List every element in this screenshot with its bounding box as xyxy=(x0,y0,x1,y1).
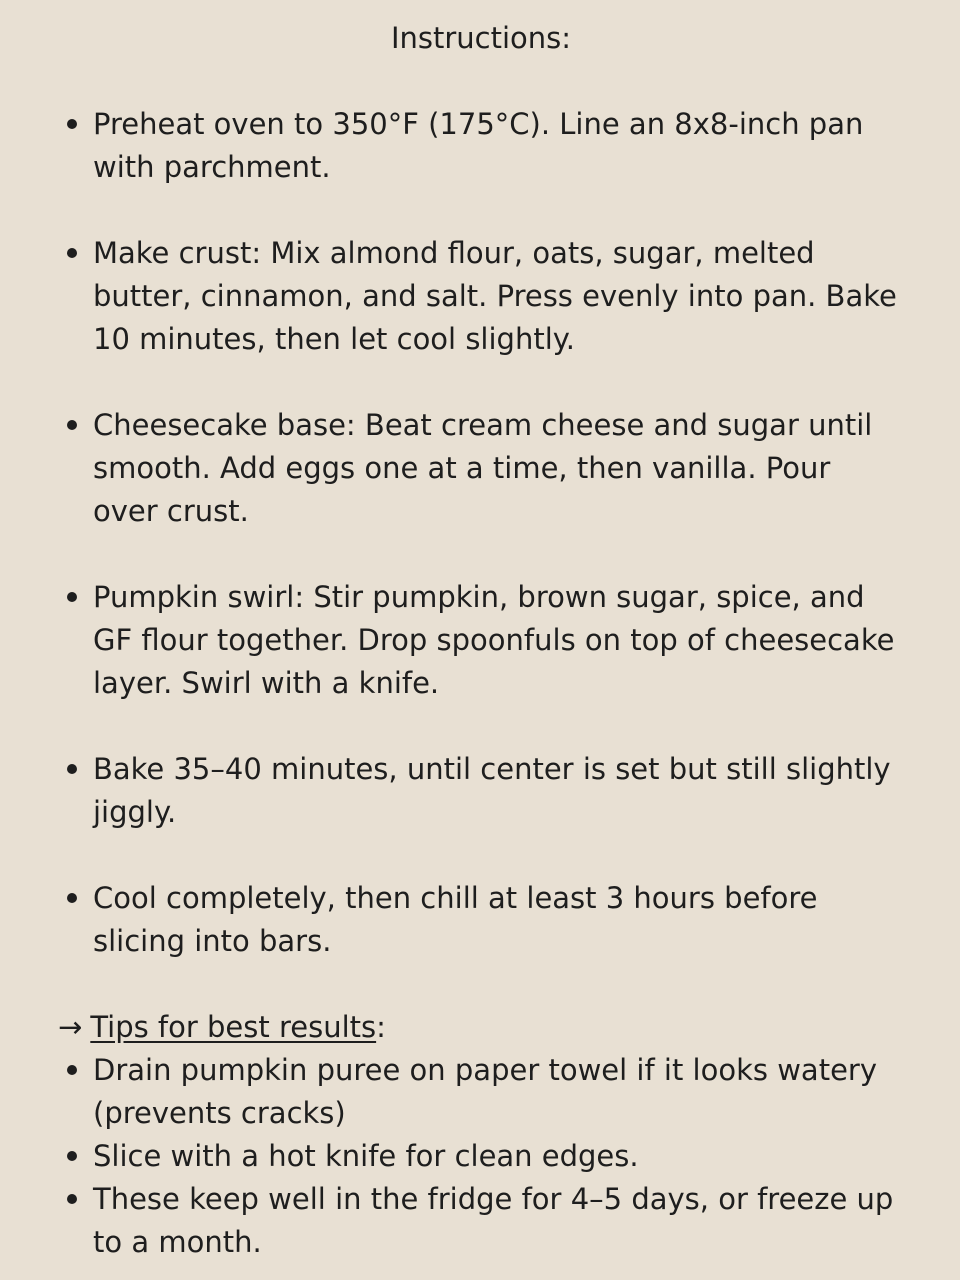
right-arrow-icon: → xyxy=(58,1010,83,1044)
tips-list xyxy=(58,1049,904,1264)
bullet-icon xyxy=(67,420,77,430)
instruction-step xyxy=(58,576,904,705)
tip-item xyxy=(58,1178,904,1264)
bullet-icon xyxy=(67,764,77,774)
bullet-icon xyxy=(67,1151,77,1161)
tip-text: Drain pumpkin puree on paper towel if it looks watery (prevents cracks) xyxy=(93,1053,877,1130)
tip-item xyxy=(58,1135,904,1178)
instruction-step xyxy=(58,232,904,361)
tips-colon: : xyxy=(376,1010,386,1044)
tips-heading xyxy=(58,1006,904,1049)
instruction-step xyxy=(58,748,904,834)
instruction-step-text: Bake 35–40 minutes, until center is set but still slightly jiggly. xyxy=(93,752,891,829)
tip-text: Slice with a hot knife for clean edges. xyxy=(93,1139,639,1173)
instruction-step-text: Cheesecake base: Beat cream cheese and sugar until smooth. Add eggs one at a time, then vanilla. Pour over crust. xyxy=(93,408,873,528)
instruction-step xyxy=(58,877,904,963)
bullet-icon xyxy=(67,1194,77,1204)
instruction-step xyxy=(58,404,904,533)
bullet-icon xyxy=(67,592,77,602)
instructions-heading: Instructions: xyxy=(390,21,572,55)
instruction-step xyxy=(58,103,904,189)
instruction-step-text: Make crust: Mix almond flour, oats, sugar, melted butter, cinnamon, and salt. Press evenly into pan. Bake 10 minutes, then let cool slightly. xyxy=(93,236,897,356)
instruction-steps-list xyxy=(58,103,904,963)
tip-item xyxy=(58,1049,904,1135)
tips-title: Tips for best results xyxy=(90,1010,377,1044)
bullet-icon xyxy=(67,119,77,129)
instruction-step-text: Cool completely, then chill at least 3 hours before slicing into bars. xyxy=(93,881,818,958)
bullet-icon xyxy=(67,248,77,258)
instruction-step-text: Preheat oven to 350°F (175°C). Line an 8x8-inch pan with parchment. xyxy=(93,107,864,184)
bullet-icon xyxy=(67,1065,77,1075)
bullet-icon xyxy=(67,893,77,903)
tip-text: These keep well in the fridge for 4–5 days, or freeze up to a month. xyxy=(93,1182,894,1259)
instruction-step-text: Pumpkin swirl: Stir pumpkin, brown sugar, spice, and GF flour together. Drop spoonfuls on top of cheesecake layer. Swirl with a knife. xyxy=(93,580,895,700)
